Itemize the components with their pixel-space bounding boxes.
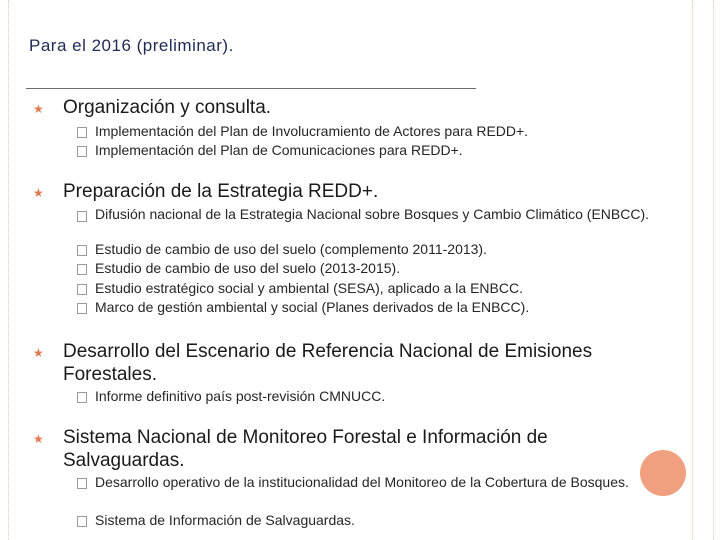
list-item: Sistema de Información de Salvaguardas. — [95, 512, 355, 528]
item-bullet-icon — [77, 392, 87, 403]
list-item: Estudio estratégico social y ambiental (SESA), aplicado a la ENBCC. — [95, 280, 523, 296]
list-item: Estudio de cambio de uso del suelo (complemento 2011-2013). — [95, 241, 487, 257]
section-bullet-icon: ★ — [33, 346, 44, 360]
item-bullet-icon — [77, 127, 87, 138]
list-item: Desarrollo operativo de la institucionalidad del Monitoreo de la Cobertura de Bosques. — [95, 474, 629, 490]
item-bullet-icon — [77, 478, 87, 489]
item-bullet-icon — [77, 211, 87, 222]
section-bullet-icon: ★ — [33, 186, 44, 200]
item-bullet-icon — [77, 516, 87, 527]
section-heading: Organización y consulta. — [63, 97, 272, 118]
list-item: Difusión nacional de la Estrategia Nacional sobre Bosques y Cambio Climático (ENBCC). — [95, 206, 650, 222]
title-underline — [26, 88, 476, 89]
list-item: Estudio de cambio de uso del suelo (2013-2015). — [95, 260, 401, 276]
item-bullet-icon — [77, 264, 87, 275]
section-heading: Sistema Nacional de Monitoreo Forestal e Información de Salvaguardas. — [63, 427, 548, 471]
frame-border-right-outer — [713, 0, 714, 540]
item-bullet-icon — [77, 146, 87, 157]
list-item: Implementación del Plan de Comunicaciones para REDD+. — [95, 142, 463, 158]
slide-title: Para el 2016 (preliminar). — [29, 36, 234, 55]
item-bullet-icon — [77, 303, 87, 314]
list-item: Marco de gestión ambiental y social (Planes derivados de la ENBCC). — [95, 299, 530, 315]
list-item: Informe definitivo país post-revisión CMNUCC. — [95, 388, 386, 404]
section-heading: Preparación de la Estrategia REDD+. — [63, 181, 379, 202]
frame-border-right — [692, 0, 693, 540]
decorative-circle — [640, 450, 686, 496]
section-bullet-icon: ★ — [33, 432, 44, 446]
section-heading: Desarrollo del Escenario de Referencia Nacional de Emisiones Forestales. — [63, 341, 593, 385]
section-bullet-icon: ★ — [33, 102, 44, 116]
frame-border-left — [8, 0, 10, 540]
item-bullet-icon — [77, 284, 87, 295]
item-bullet-icon — [77, 245, 87, 256]
list-item: Implementación del Plan de Involucramiento de Actores para REDD+. — [95, 123, 529, 139]
